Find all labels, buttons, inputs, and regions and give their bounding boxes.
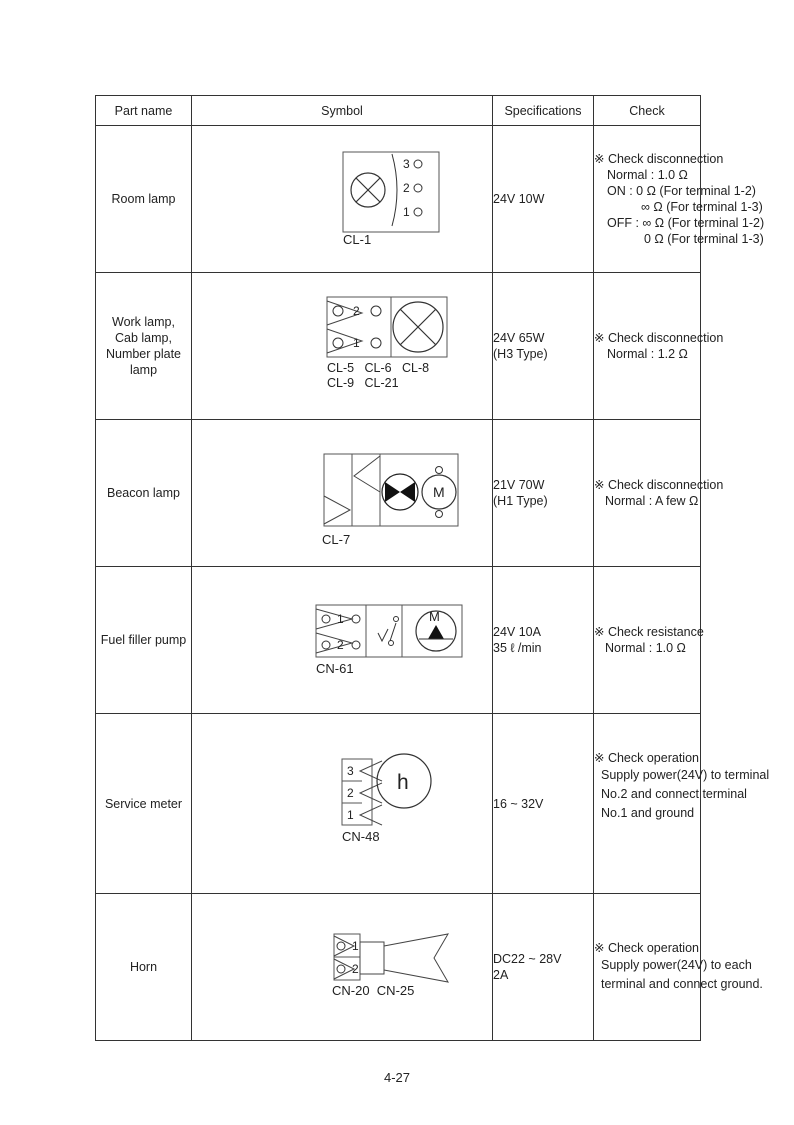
- meter-label: h: [397, 770, 409, 794]
- connector-label: CL-9 CL-21: [327, 376, 399, 390]
- spec-value: DC22 ~ 28V: [493, 952, 562, 966]
- connector-label: CN-61: [316, 661, 354, 676]
- part-name-cell: [96, 126, 192, 273]
- pin-label: 3: [347, 763, 354, 778]
- check-line: ※ Check resistance: [594, 625, 704, 639]
- pin-label: 1: [353, 336, 360, 350]
- check-line: Normal : 1.2 Ω: [607, 347, 688, 361]
- check-cell: [594, 567, 704, 714]
- symbol-cell: [192, 714, 493, 894]
- pin-label: 2: [403, 181, 410, 195]
- fuel-pump-symbol: [192, 567, 493, 710]
- connector-label: CL-7: [322, 532, 351, 547]
- check-line: Normal : 1.0 Ω: [605, 641, 686, 655]
- check-line: Supply power(24V) to terminal: [601, 768, 770, 782]
- check-line: ※ Check operation: [594, 941, 699, 955]
- spec-cell: [493, 273, 594, 420]
- symbol-cell: [192, 567, 493, 714]
- part-name-cell: [96, 894, 192, 1041]
- horn-symbol: [192, 894, 493, 1037]
- service-meter-symbol: [192, 731, 493, 874]
- part-name: Horn: [129, 960, 158, 974]
- check-line: No.2 and connect terminal: [601, 787, 747, 801]
- spec-value: 24V 10A: [493, 625, 541, 639]
- pin-label: 1: [352, 939, 359, 953]
- check-cell: [594, 420, 724, 567]
- check-line: Normal : A few Ω: [605, 494, 699, 508]
- symbol-cell: [192, 420, 493, 567]
- pin-label: 1: [337, 612, 344, 626]
- check-line: ※ Check disconnection: [594, 331, 724, 345]
- pin-label: 2: [337, 638, 344, 652]
- header-check: Check: [594, 96, 701, 126]
- part-name: lamp: [129, 363, 158, 377]
- check-line: ※ Check operation: [594, 751, 699, 765]
- check-line: Normal : 1.0 Ω: [607, 168, 688, 182]
- spec-value: 24V 10W: [493, 192, 545, 206]
- part-name: Service meter: [104, 796, 183, 811]
- header-part-name: Part name: [96, 96, 192, 126]
- part-name: Work lamp,: [112, 315, 175, 329]
- work-lamp-symbol: [192, 273, 493, 416]
- spec-value: 2A: [493, 968, 509, 982]
- table-row: [96, 273, 701, 420]
- spec-value: 24V 65W: [493, 331, 545, 345]
- table-header-row: [96, 96, 701, 126]
- check-line: ※ Check disconnection: [594, 152, 724, 166]
- header-symbol: Symbol: [192, 96, 493, 126]
- connector-label: CN-20 CN-25: [332, 983, 415, 998]
- pin-label: 2: [353, 304, 360, 318]
- motor-label: M: [429, 609, 440, 624]
- check-line: Supply power(24V) to each: [601, 958, 752, 972]
- table-row: [96, 567, 701, 714]
- table-row: [96, 894, 701, 1041]
- part-name: Beacon lamp: [107, 486, 180, 500]
- part-name: Room lamp: [111, 192, 176, 206]
- spec-cell: [493, 567, 594, 714]
- check-line: OFF : ∞ Ω (For terminal 1-2): [607, 216, 765, 230]
- header-specifications: Specifications: [493, 96, 594, 126]
- spec-value: 35 ℓ /min: [493, 641, 542, 655]
- part-name-cell: [96, 420, 192, 567]
- connector-label: CL-5 CL-6 CL-8: [327, 361, 430, 375]
- part-name-cell: [96, 714, 192, 894]
- check-line: ON : 0 Ω (For terminal 1-2): [607, 184, 756, 198]
- check-line: 0 Ω (For terminal 1-3): [644, 232, 764, 246]
- table-row: [96, 126, 701, 273]
- room-lamp-symbol: [192, 126, 493, 269]
- check-cell: [594, 273, 724, 420]
- page-number: 4-27: [383, 1070, 411, 1085]
- spec-cell: [493, 894, 594, 1041]
- check-line: No.1 and ground: [601, 806, 695, 820]
- part-name: Fuel filler pump: [100, 633, 187, 647]
- parts-spec-table: [95, 95, 770, 1041]
- motor-label: M: [433, 484, 445, 500]
- symbol-cell: [192, 126, 493, 273]
- check-line: terminal and connect ground.: [601, 977, 763, 991]
- pin-label: 1: [347, 807, 354, 822]
- pin-label: 2: [347, 785, 354, 800]
- table-row: [96, 420, 701, 567]
- part-name: Cab lamp,: [115, 331, 172, 345]
- check-line: ※ Check disconnection: [594, 478, 724, 492]
- check-cell: [594, 714, 770, 894]
- pin-label: 3: [403, 157, 410, 171]
- connector-label: CN-48: [342, 828, 380, 844]
- part-name-cell: [96, 273, 192, 420]
- beacon-lamp-symbol: [192, 420, 493, 563]
- check-cell: [594, 126, 765, 273]
- spec-cell: [493, 420, 594, 567]
- spec-value: 16 ~ 32V: [493, 796, 544, 811]
- symbol-cell: [192, 894, 493, 1041]
- spec-value: (H1 Type): [493, 494, 548, 508]
- spec-value: 21V 70W: [493, 478, 545, 492]
- spec-cell: [493, 126, 594, 273]
- connector-label: CL-1: [343, 232, 372, 247]
- symbol-cell: [192, 273, 493, 420]
- check-line: ∞ Ω (For terminal 1-3): [641, 200, 763, 214]
- part-name-cell: [96, 567, 192, 714]
- spec-cell: [493, 714, 594, 894]
- table-row: [96, 714, 701, 894]
- pin-label: 1: [403, 205, 410, 219]
- part-name: Number plate: [105, 347, 182, 361]
- pin-label: 2: [352, 962, 359, 976]
- spec-value: (H3 Type): [493, 347, 548, 361]
- check-cell: [594, 894, 763, 1041]
